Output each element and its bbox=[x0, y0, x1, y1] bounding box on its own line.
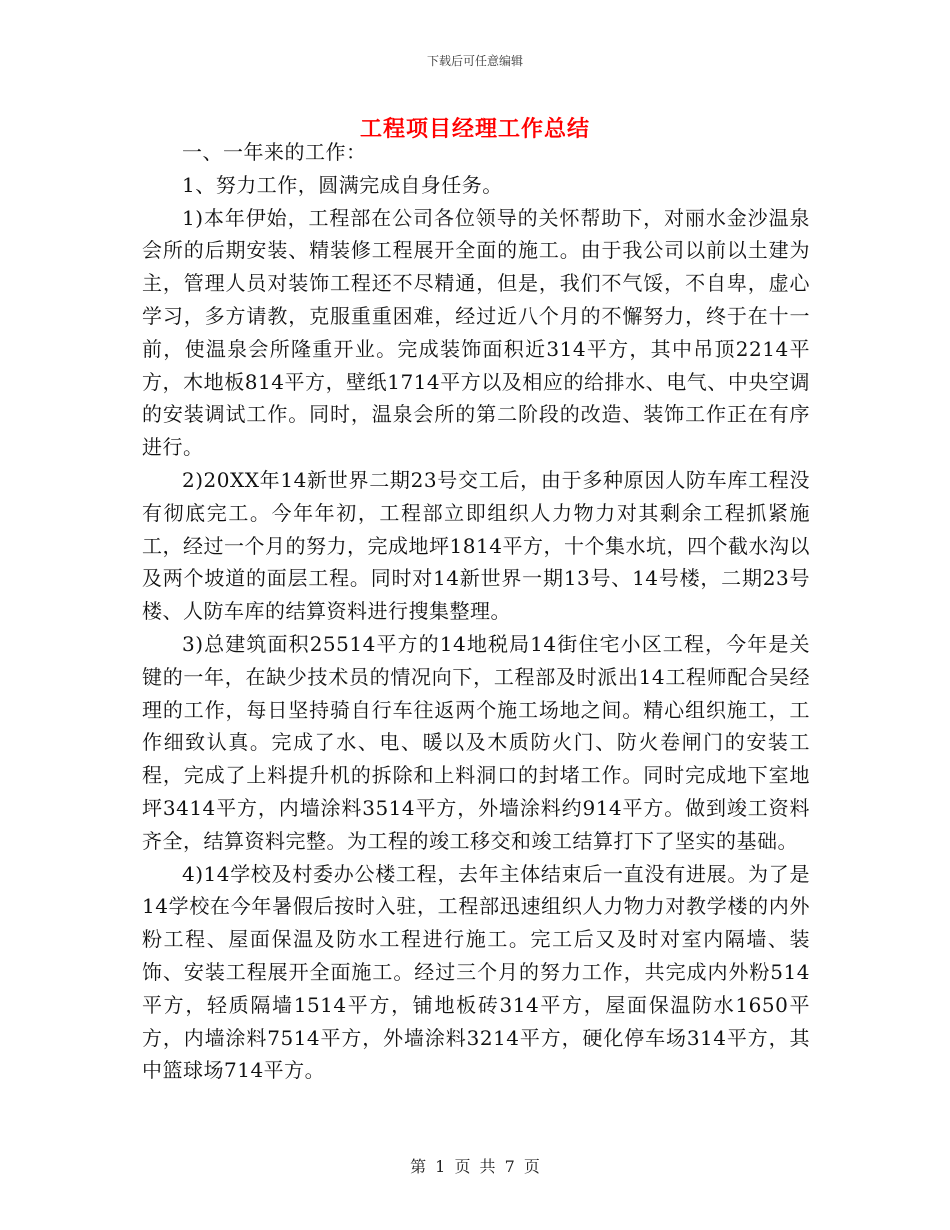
page-header: 下载后可任意编辑 bbox=[426, 54, 523, 68]
page-footer: 第 1 页 共 7 页 bbox=[410, 1157, 540, 1176]
paragraph: 4)14学校及村委办公楼工程，去年主体结束后一直没有进展。为了是14学校在今年暑假后按时入驻，工程部迅速组织人力物力对教学楼的内外粉工程、屋面保温及防水工程进行施工。完工后又及时对室内隔墙、装饰、安装工程展开全面施工。经过三个月的努力工作，共完成内外粉514平方，轻质隔墙1514平方，铺地板砖314平方，屋面保温防水1650平方，内墙涂料7514平方，外墙涂料3214平方，硬化停车场314平方，其中篮球场714平方。 bbox=[142, 861, 810, 1083]
paragraph: 3)总建筑面积25514平方的14地税局14街住宅小区工程，今年是关键的一年，在缺少技术员的情况向下，工程部及时派出14工程师配合吴经理的工作，每日坚持骑自行车往返两个施工场地之间。精心组织施工，工作细致认真。完成了水、电、暖以及木质防火门、防火卷闸门的安装工程，完成了上料提升机的拆除和上料洞口的封堵工作。同时完成地下室地坪3414平方，内墙涂料3514平方，外墙涂料约914平方。做到竣工资料齐全，结算资料完整。为工程的竣工移交和竣工结算打下了坚实的基础。 bbox=[142, 631, 810, 853]
subsection-heading: 1、努力工作，圆满完成自身任务。 bbox=[182, 172, 503, 197]
section-heading: 一、一年来的工作： bbox=[182, 140, 367, 164]
paragraph: 2)20XX年14新世界二期23号交工后，由于多种原因人防车库工程没有彻底完工。今年年初，工程部立即组织人力物力对其剩余工程抓紧施工，经过一个月的努力，完成地坪1814平方，十个集水坑，四个截水沟以及两个坡道的面层工程。同时对14新世界一期13号、14号楼，二期23号楼、人防车库的结算资料进行搜集整理。 bbox=[142, 467, 810, 624]
document-body bbox=[142, 136, 810, 1087]
paragraph: 1)本年伊始，工程部在公司各位领导的关怀帮助下，对丽水金沙温泉会所的后期安装、精装修工程展开全面的施工。由于我公司以前以土建为主，管理人员对装饰工程还不尽精通，但是，我们不气馁，不自卑，虚心学习，多方请教，克服重重困难，经过近八个月的不懈努力，终于在十一前，使温泉会所隆重开业。完成装饰面积近314平方，其中吊顶2214平方，木地板814平方，壁纸1714平方以及相应的给排水、电气、中央空调的安装调试工作。同时，温泉会所的第二阶段的改造、装饰工作正在有序进行。 bbox=[142, 205, 810, 460]
document-title: 工程项目经理工作总结 bbox=[359, 116, 590, 142]
